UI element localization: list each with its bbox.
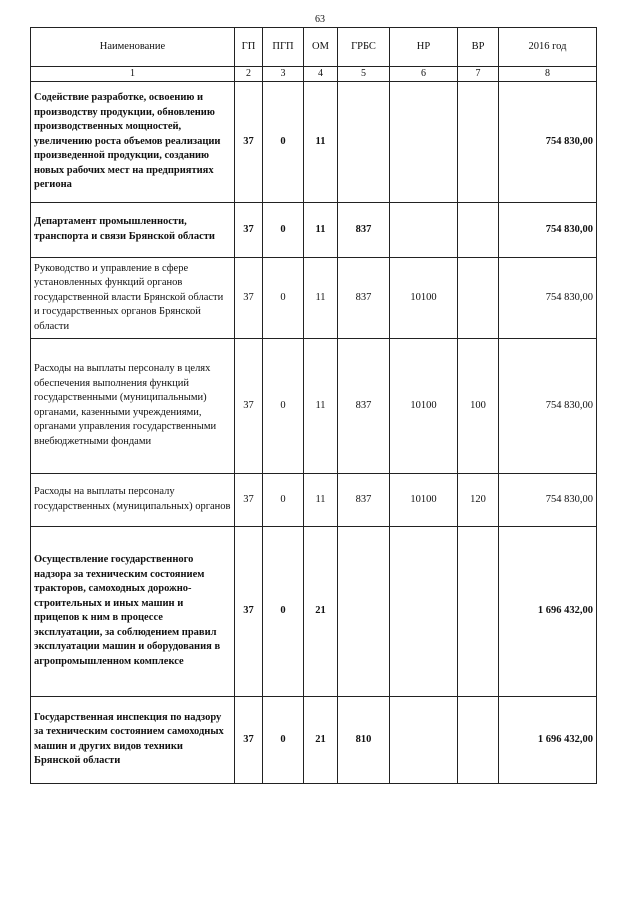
table-row	[31, 696, 597, 783]
table-row	[31, 257, 597, 338]
row-gp: 37	[235, 526, 263, 696]
row-amount: 1 696 432,00	[499, 696, 597, 783]
row-nr: 10100	[390, 257, 458, 338]
row-om: 11	[304, 257, 338, 338]
row-om: 21	[304, 526, 338, 696]
row-vr: 100	[458, 338, 499, 473]
row-gp: 37	[235, 257, 263, 338]
header-vr: ВР	[458, 28, 499, 67]
row-vr	[458, 526, 499, 696]
header-grbs: ГРБС	[338, 28, 390, 67]
row-grbs	[338, 526, 390, 696]
column-number: 6	[390, 67, 458, 82]
row-grbs: 837	[338, 257, 390, 338]
header-om: ОМ	[304, 28, 338, 67]
row-name: Государственная инспекция по надзору за техническим состоянием самоходных машин и других видов техники Брянской области	[31, 696, 235, 783]
row-vr: 120	[458, 473, 499, 526]
row-vr	[458, 696, 499, 783]
row-name: Департамент промышленности, транспорта и связи Брянской области	[31, 202, 235, 257]
row-vr	[458, 257, 499, 338]
row-pgp: 0	[263, 257, 304, 338]
row-om: 11	[304, 338, 338, 473]
row-pgp: 0	[263, 338, 304, 473]
row-nr	[390, 696, 458, 783]
column-number: 7	[458, 67, 499, 82]
row-pgp: 0	[263, 526, 304, 696]
row-nr	[390, 526, 458, 696]
header-nr: НР	[390, 28, 458, 67]
row-name: Осуществление государственного надзора за техническим состоянием тракторов, самоходных дорожно-строительных и иных машин и прицепов к ним в процессе эксплуатации, за соблюдением правил эксплуатации машин и оборудования в агропромышленном комплексе	[31, 526, 235, 696]
row-nr: 10100	[390, 338, 458, 473]
row-amount: 754 830,00	[499, 257, 597, 338]
header-name: Наименование	[31, 28, 235, 67]
budget-table	[30, 27, 597, 784]
row-grbs: 810	[338, 696, 390, 783]
header-pgp: ПГП	[263, 28, 304, 67]
row-gp: 37	[235, 338, 263, 473]
header-row	[31, 28, 597, 67]
row-grbs: 837	[338, 202, 390, 257]
row-gp: 37	[235, 696, 263, 783]
row-om: 21	[304, 696, 338, 783]
row-amount: 754 830,00	[499, 202, 597, 257]
table-row	[31, 202, 597, 257]
row-name: Руководство и управление в сфере установленных функций органов государственной власти Брянской области и государственных органов Брянской области	[31, 257, 235, 338]
row-om: 11	[304, 473, 338, 526]
row-gp: 37	[235, 473, 263, 526]
row-grbs: 837	[338, 338, 390, 473]
row-amount: 754 830,00	[499, 338, 597, 473]
header-gp: ГП	[235, 28, 263, 67]
row-pgp: 0	[263, 81, 304, 202]
column-number-row	[31, 67, 597, 82]
row-gp: 37	[235, 81, 263, 202]
table-row	[31, 338, 597, 473]
row-grbs: 837	[338, 473, 390, 526]
column-number: 8	[499, 67, 597, 82]
row-pgp: 0	[263, 696, 304, 783]
header-year: 2016 год	[499, 28, 597, 67]
column-number: 4	[304, 67, 338, 82]
row-nr	[390, 81, 458, 202]
page-number: 63	[315, 14, 325, 25]
row-amount: 1 696 432,00	[499, 526, 597, 696]
row-amount: 754 830,00	[499, 81, 597, 202]
table-row	[31, 473, 597, 526]
row-nr: 10100	[390, 473, 458, 526]
row-om: 11	[304, 81, 338, 202]
column-number: 3	[263, 67, 304, 82]
row-grbs	[338, 81, 390, 202]
column-number: 2	[235, 67, 263, 82]
row-name: Содействие разработке, освоению и производству продукции, обновлению производственных мощностей, увеличению роста объемов реализации произведенной продукции, созданию новых рабочих мест на предприятиях региона	[31, 81, 235, 202]
table-row	[31, 526, 597, 696]
row-gp: 37	[235, 202, 263, 257]
table-row	[31, 81, 597, 202]
row-vr	[458, 202, 499, 257]
column-number: 5	[338, 67, 390, 82]
row-om: 11	[304, 202, 338, 257]
row-pgp: 0	[263, 202, 304, 257]
column-number: 1	[31, 67, 235, 82]
row-nr	[390, 202, 458, 257]
row-vr	[458, 81, 499, 202]
row-amount: 754 830,00	[499, 473, 597, 526]
row-pgp: 0	[263, 473, 304, 526]
row-name: Расходы на выплаты персоналу государственных (муниципальных) органов	[31, 473, 235, 526]
row-name: Расходы на выплаты персоналу в целях обеспечения выполнения функций государственными (муниципальными) органами, казенными учреждениями, органами управления государственными внебюджетными фондами	[31, 338, 235, 473]
